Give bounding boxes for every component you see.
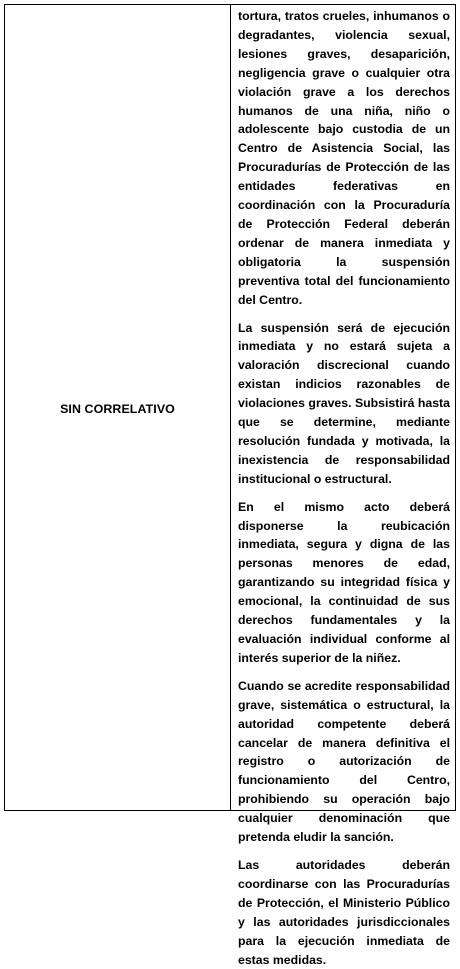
paragraph-coordination: Las autoridades deberán coordinarse con las Procuradurías de Protección, el Ministerio Público y las autoridades jurisdiccionales para la ejecución inmediata de estas medidas. bbox=[238, 857, 450, 967]
left-column-cell bbox=[5, 5, 231, 810]
paragraph-cancellation: Cuando se acredite responsabilidad grave, sistemática o estructural, la autoridad competente deberá cancelar de manera definitiva el registro o autorización de funcionamiento del Centro, prohibiendo su operación bajo cualquier denominación que pretenda eludir la sanción. bbox=[238, 678, 450, 845]
right-column-cell bbox=[231, 5, 455, 967]
no-correlative-label: SIN CORRELATIVO bbox=[60, 401, 175, 416]
paragraph-continuation: tortura, tratos crueles, inhumanos o degradantes, violencia sexual, lesiones graves, desaparición, negligencia grave o cualquier otra violación grave a los derechos humanos de una niña, niño o adolescente bajo custodia de un Centro de Asistencia Social, las Procuradurías de Protección de las entidades federativas en coordinación con la Procuraduría de Protección Federal deberán ordenar de manera inmediata y obligatoria la suspensión preventiva total del funcionamiento del Centro. bbox=[238, 9, 450, 307]
paragraph-relocation: En el mismo acto deberá disponerse la reubicación inmediata, segura y digna de las personas menores de edad, garantizando su integridad física y emocional, la continuidad de sus derechos fundamentales y la evaluación individual conforme al interés superior de la niñez. bbox=[238, 499, 450, 665]
comparison-table bbox=[4, 4, 456, 967]
paragraph-suspension: La suspensión será de ejecución inmediata y no estará sujeta a valoración discrecional cuando existan indicios razonables de violaciones graves. Subsistirá hasta que se determine, mediante resolución fundada y motivada, la inexistencia de responsabilidad institucional o estructural. bbox=[238, 320, 450, 486]
